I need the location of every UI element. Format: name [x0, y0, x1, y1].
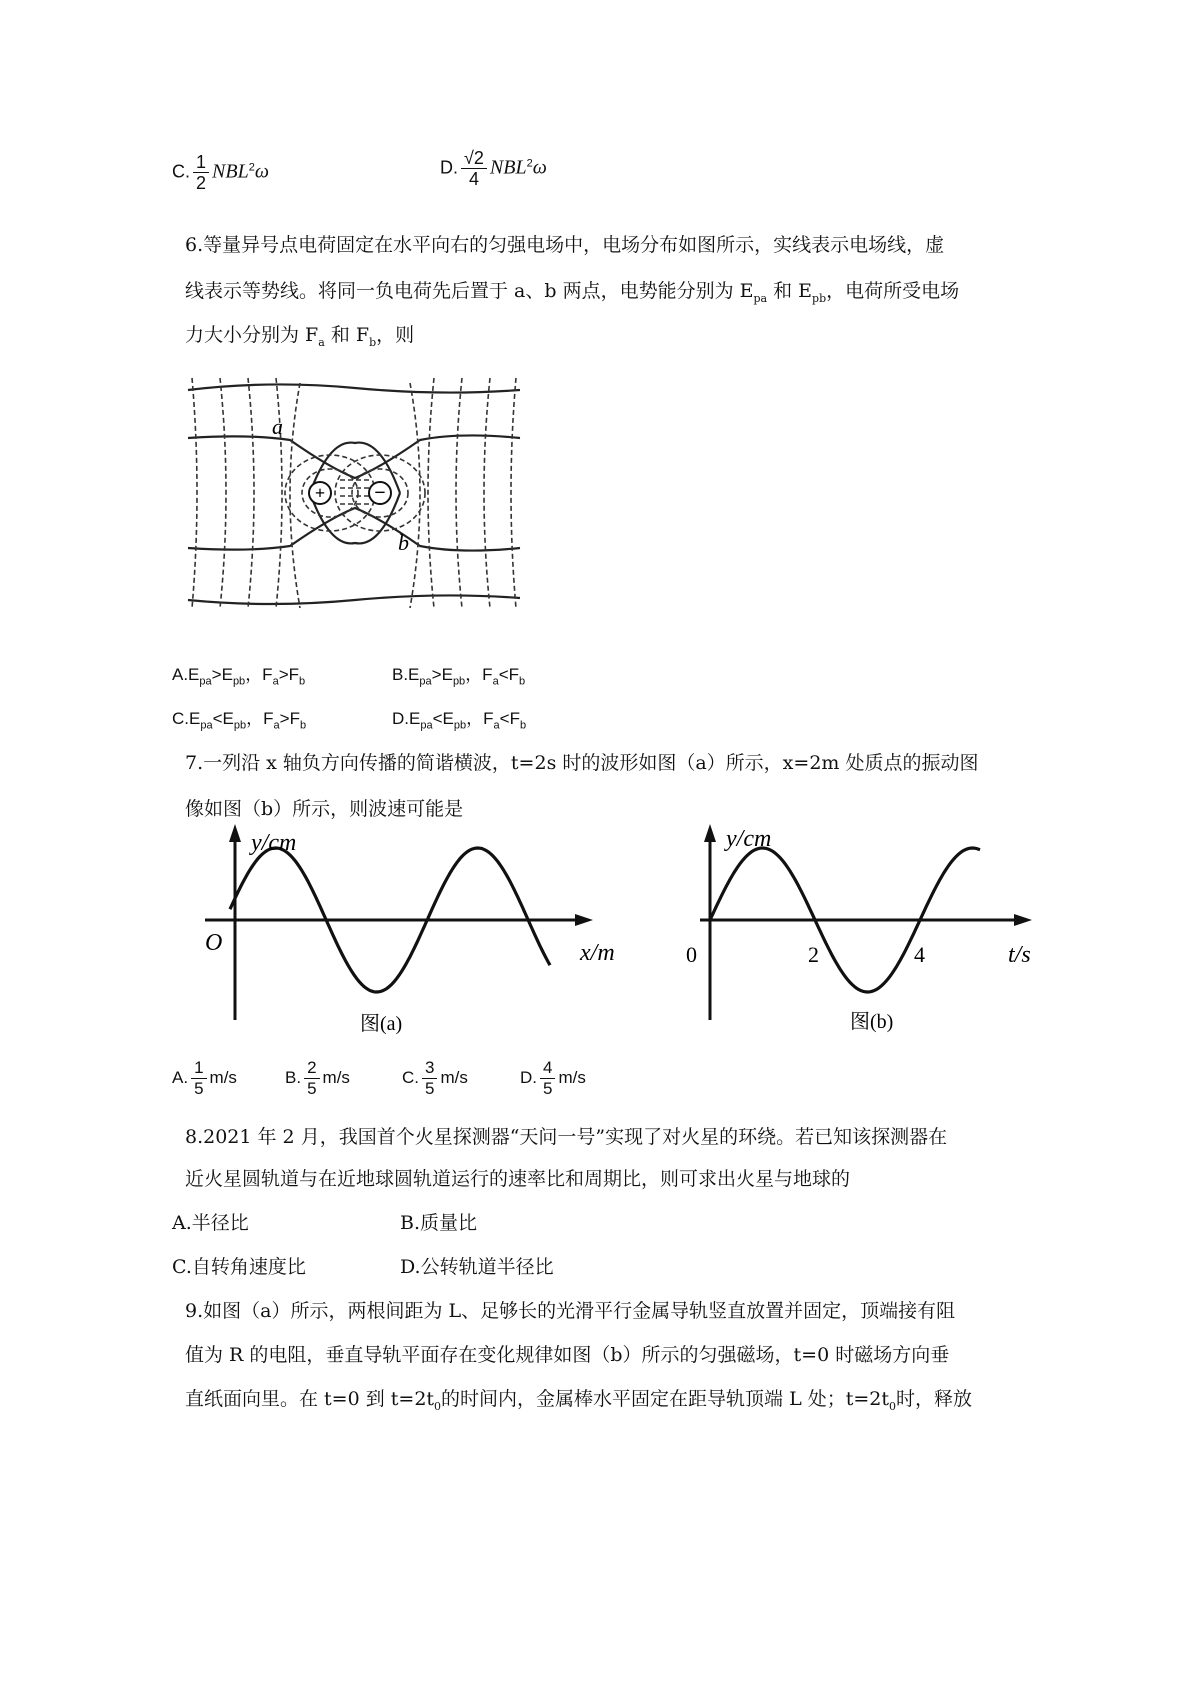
q7-b-label: B.	[285, 1067, 302, 1087]
q7-b-unit: m/s	[322, 1067, 350, 1087]
q6-b-sub-pa: pa	[419, 675, 432, 688]
q7-option-c	[402, 1058, 468, 1099]
q6-sub-pb: pb	[812, 291, 827, 305]
q7-a-fraction	[191, 1058, 206, 1099]
q9-line-1: 9.如图（a）所示，两根间距为 L、足够长的光滑平行金属导轨竖直放置并固定，顶端接有阻	[185, 1300, 956, 1322]
fig-b-tick-2: 2	[808, 942, 819, 967]
q6-c-sub-pb: pb	[233, 719, 247, 732]
q6-sub-b: b	[369, 335, 377, 349]
q7-a-unit: m/s	[209, 1067, 237, 1087]
equipotential-line	[290, 383, 300, 608]
fig-b-tick-4: 4	[914, 942, 925, 967]
q8-option-a: A.半径比	[172, 1212, 249, 1234]
q6-line-2a: 线表示等势线。将同一负电荷先后置于 a、b 两点，电势能分别为 E	[185, 280, 754, 302]
q6-line-2c: ，电荷所受电场	[826, 280, 960, 302]
q6-option-d	[392, 704, 526, 731]
q7-a-den: 5	[194, 1079, 204, 1098]
q6-sub-pa: pa	[753, 291, 768, 305]
q5-option-d-fraction	[461, 148, 487, 189]
q7-a-label: A.	[172, 1067, 189, 1087]
wave-figure-a	[195, 820, 635, 1045]
q6-line-3b: 和 F	[324, 324, 370, 346]
q7-option-b	[285, 1058, 350, 1099]
q8-line-2: 近火星圆轨道与在近地球圆轨道运行的速率比和周期比，则可求出火星与地球的	[185, 1168, 851, 1190]
field-line	[188, 595, 520, 604]
equipotential-line	[276, 378, 282, 608]
q6-b-label: B.E	[392, 665, 420, 684]
q6-d-sub-b: b	[519, 719, 527, 732]
fig-b-origin: 0	[686, 942, 697, 967]
q6-b-rest3: <F	[498, 665, 520, 684]
fig-b-x-arrow	[1014, 914, 1032, 926]
field-line	[188, 384, 520, 392]
fig-a-xlabel: x/m	[580, 940, 615, 966]
q5-option-d-label: D.	[440, 157, 458, 178]
q6-a-rest1: >E	[211, 665, 233, 684]
q6-c-sub-a: a	[273, 719, 280, 732]
fig-b-caption: 图(b)	[850, 1011, 894, 1033]
q8-line-1: 8.2021 年 2 月，我国首个火星探测器“天问一号”实现了对火星的环绕。若已知该探测器在	[185, 1126, 948, 1148]
equipotential-line	[220, 378, 226, 608]
point-b-label: b	[398, 530, 409, 555]
q6-d-sub-a: a	[493, 719, 500, 732]
fig-a-ylabel: y/cm	[251, 830, 297, 856]
q6-d-rest3: <F	[499, 709, 520, 728]
q6-line-1: 6.等量异号点电荷固定在水平向右的匀强电场中，电场分布如图所示，实线表示电场线，虚	[185, 234, 945, 256]
fig-a-y-arrow	[229, 824, 241, 842]
q9-line-3b: 的时间内，金属棒水平固定在距导轨顶端 L 处；t=2t	[441, 1388, 890, 1410]
q6-line-2	[185, 276, 959, 305]
equipotential-line	[192, 378, 197, 608]
q6-c-rest2: ，F	[246, 709, 274, 728]
equipotential-line	[456, 378, 462, 608]
q6-a-sub-a: a	[272, 675, 279, 688]
q7-a-num: 1	[191, 1058, 206, 1079]
q5-d-tail: ω	[532, 156, 547, 179]
q5-option-c-label: C.	[172, 161, 190, 182]
q6-c-rest1: <E	[212, 709, 234, 728]
q5-c-denominator: 2	[196, 173, 207, 193]
q7-c-num: 3	[422, 1058, 437, 1079]
q6-b-sub-b: b	[519, 675, 526, 688]
q6-b-rest2: ，F	[465, 665, 493, 684]
q6-option-a	[172, 660, 305, 687]
q7-option-a	[172, 1058, 237, 1099]
q6-a-sub-pa: pa	[199, 675, 212, 688]
q8-option-b: B.质量比	[400, 1212, 478, 1234]
q6-a-sub-b: b	[299, 675, 306, 688]
fig-a-caption: 图(a)	[360, 1013, 403, 1035]
fig-b-y-arrow	[704, 824, 716, 842]
q6-d-rest1: <E	[432, 709, 454, 728]
q7-c-label: C.	[402, 1067, 419, 1087]
q6-d-sub-pa: pa	[420, 719, 433, 732]
q6-a-sub-pb: pb	[232, 675, 246, 688]
vibration-figure-b	[680, 820, 1060, 1045]
q7-b-den: 5	[307, 1079, 317, 1098]
q6-a-label: A.E	[172, 665, 200, 684]
q7-c-fraction	[422, 1058, 437, 1099]
positive-charge-sign: +	[314, 483, 326, 503]
q6-c-rest3: >F	[279, 709, 300, 728]
equipotential-line	[511, 378, 516, 608]
q7-d-unit: m/s	[558, 1067, 586, 1087]
q7-d-den: 5	[543, 1079, 553, 1098]
equipotential-lines	[192, 378, 516, 608]
q7-d-num: 4	[540, 1058, 555, 1079]
electric-field-figure	[180, 368, 530, 626]
q6-line-3a: 力大小分别为 F	[185, 324, 319, 346]
q7-b-fraction	[304, 1058, 319, 1099]
q6-d-label: D.E	[392, 709, 421, 728]
q7-option-d	[520, 1058, 586, 1099]
q6-a-rest3: >F	[278, 665, 300, 684]
q9-line-3	[185, 1384, 972, 1413]
q6-line-3c: ，则	[376, 324, 415, 346]
q6-sub-a: a	[318, 335, 325, 349]
q5-c-expr: NBL	[212, 160, 249, 183]
q6-c-label: C.E	[172, 709, 201, 728]
q5-option-c	[172, 152, 269, 193]
q8-option-d: D.公转轨道半径比	[400, 1256, 554, 1278]
equipotential-line	[410, 383, 420, 608]
fig-b-xlabel: t/s	[1008, 942, 1031, 968]
q6-c-sub-pa: pa	[200, 719, 213, 732]
fig-a-origin: O	[205, 930, 223, 956]
q6-b-rest1: >E	[431, 665, 453, 684]
q6-d-rest2: ，F	[466, 709, 494, 728]
q7-line-1: 7.一列沿 x 轴负方向传播的简谐横波，t=2s 时的波形如图（a）所示，x=2m 处质点的振动图	[185, 752, 979, 774]
q8-option-c: C.自转角速度比	[172, 1256, 306, 1278]
q9-line-2: 值为 R 的电阻，垂直导轨平面存在变化规律如图（b）所示的匀强磁场，t=0 时磁场方向垂	[185, 1344, 950, 1366]
q5-option-c-fraction	[193, 152, 209, 193]
equipotential-line	[248, 378, 254, 608]
q5-d-denominator: 4	[468, 169, 479, 189]
q7-d-label: D.	[520, 1067, 537, 1087]
q6-option-b	[392, 660, 525, 687]
equipotential-line	[428, 378, 434, 608]
q6-b-sub-a: a	[492, 675, 499, 688]
q7-c-unit: m/s	[440, 1067, 468, 1087]
q9-sub-0-first: 0	[434, 1399, 442, 1413]
q6-line-3	[185, 320, 414, 349]
q5-c-sup: 2	[248, 161, 255, 174]
q6-a-rest2: ，F	[245, 665, 273, 684]
q6-b-sub-pb: pb	[452, 675, 466, 688]
q7-c-den: 5	[425, 1079, 435, 1098]
q6-d-sub-pb: pb	[453, 719, 467, 732]
q7-b-num: 2	[304, 1058, 319, 1079]
fig-b-ylabel: y/cm	[726, 826, 772, 852]
q5-option-d	[440, 148, 547, 189]
q9-sub-0-second: 0	[889, 1399, 897, 1413]
q6-option-c	[172, 704, 306, 731]
q7-line-2: 像如图（b）所示，则波速可能是	[185, 798, 464, 820]
negative-charge-sign: −	[374, 482, 386, 504]
q5-d-numerator: √2	[461, 148, 487, 169]
q6-line-2b: 和 E	[767, 280, 813, 302]
q5-c-numerator: 1	[193, 152, 209, 173]
q5-c-tail: ω	[254, 160, 269, 183]
equipotential-line	[484, 378, 490, 608]
q6-c-sub-b: b	[299, 719, 307, 732]
q9-line-3c: 时，释放	[896, 1388, 973, 1410]
point-a-label: a	[272, 414, 283, 439]
q5-d-expr: NBL	[489, 156, 527, 179]
q9-line-3a: 直纸面向里。在 t=0 到 t=2t	[185, 1388, 435, 1410]
field-lines	[188, 384, 520, 604]
fig-a-x-arrow	[575, 914, 593, 926]
q5-d-sup: 2	[526, 157, 533, 170]
q7-d-fraction	[540, 1058, 555, 1099]
